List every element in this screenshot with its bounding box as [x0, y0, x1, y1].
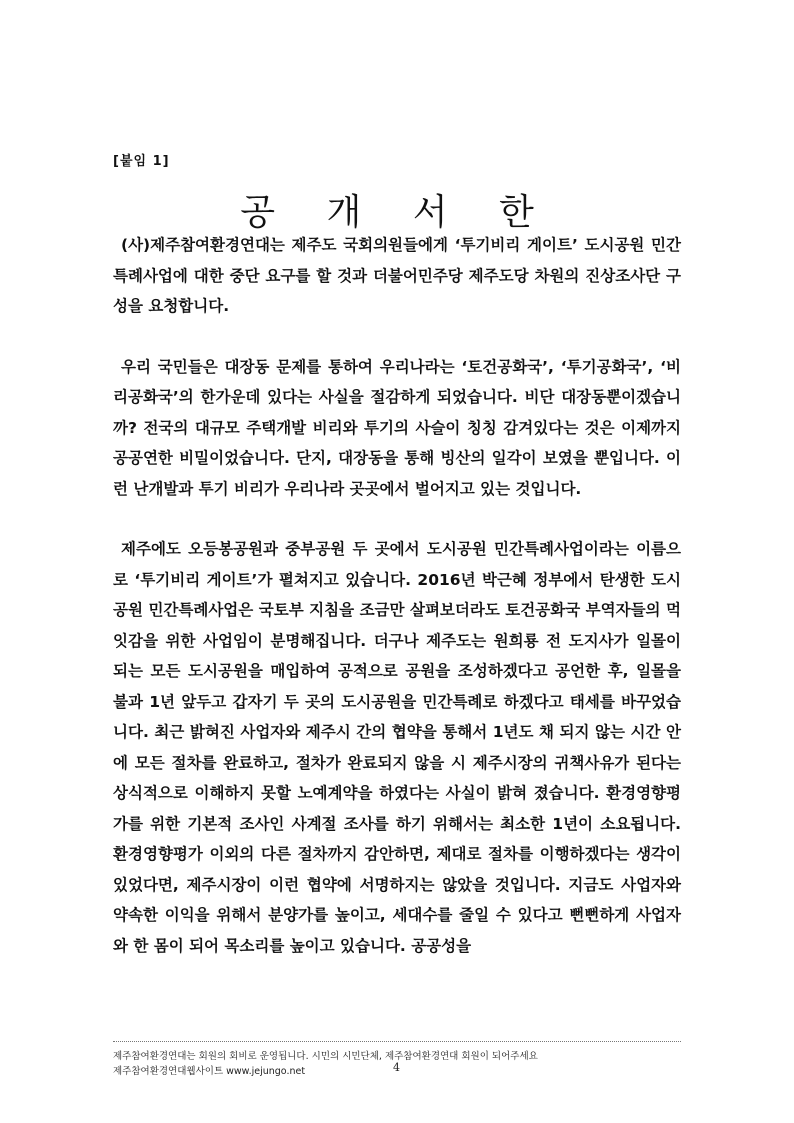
paragraph-request: (사)제주참여환경연대는 제주도 국회의원들에게 ‘투기비리 게이트’ 도시공원 민간특례사업에 대한 중단 요구를 할 것과 더불어민주당 제주도당 차원의 진상조사단 구성을 요청합니다.: [113, 236, 681, 315]
attachment-label: [붙임 1]: [113, 154, 170, 169]
page-number: 4: [393, 1061, 400, 1074]
footer-divider: [113, 1041, 681, 1042]
letter-body: [113, 230, 681, 961]
paragraph-daejang-dong: 우리 국민들은 대장동 문제를 통하여 우리나라는 ‘토건공화국’, ‘투기공화국’, ‘비리공화국’의 한가운데 있다는 사실을 절감하게 되었습니다. 비단 대장동뿐이겠습니까? 전국의 대규모 주택개발 비리와 투기의 사슬이 칭칭 감겨있다는 것은 이제까지 공공연한 비밀이었습니다. 단지, 대장동을 통해 빙산의 일각이 보였을 뿐입니다. 이런 난개발과 투기 비리가 우리나라 곳곳에서 벌어지고 있는 것입니다.: [113, 357, 681, 498]
footer-notice: 제주참여환경연대는 회원의 회비로 운영됩니다. 시민의 시민단체, 제주참여환경연대 회원이 되어주세요: [113, 1051, 538, 1062]
document-title: 공 개 서 한: [240, 192, 554, 234]
footer-website: 제주참여환경연대웹사이트 www.jejungo.net: [113, 1066, 306, 1077]
paragraph-jeju-parks: 제주에도 오등봉공원과 중부공원 두 곳에서 도시공원 민간특례사업이라는 이름으로 ‘투기비리 게이트’가 펼쳐지고 있습니다. 2016년 박근혜 정부에서 탄생한 도시공원 민간특례사업은 국토부 지침을 조금만 살펴보더라도 토건공화국 부역자들의 먹잇감을 위한 사업임이 분명해집니다. 더구나 제주도는 원희룡 전 도지사가 일몰이 되는 모든 도시공원을 매입하여 공적으로 공원을 조성하겠다고 공언한 후, 일몰을 불과 1년 앞두고 갑자기 두 곳의 도시공원을 민간특례로 하겠다고 태세를 바꾸었습니다. 최근 밝혀진 사업자와 제주시 간의 협약을 통해서 1년도 채 되지 않는 시간 안에 모든 절차를 완료하고, 절차가 완료되지 않을 시 제주시장의 귀책사유가 된다는 상식적으로 이해하지 못할 노예계약을 하였다는 사실이 밝혀 졌습니다. 환경영향평가를 위한 기본적 조사인 사계절 조사를 하기 위해서는 최소한 1년이 소요됩니다. 환경영향평가 이외의 다른 절차까지 감안하면, 제대로 절차를 이행하겠다는 생각이 있었다면, 제주시장이 이런 협약에 서명하지는 않았을 것입니다. 지금도 사업자와 약속한 이익을 위해서 분양가를 높이고, 세대수를 줄일 수 있다고 뻔뻔하게 사업자와 한 몸이 되어 목소리를 높이고 있습니다. 공공성을: [113, 540, 681, 955]
